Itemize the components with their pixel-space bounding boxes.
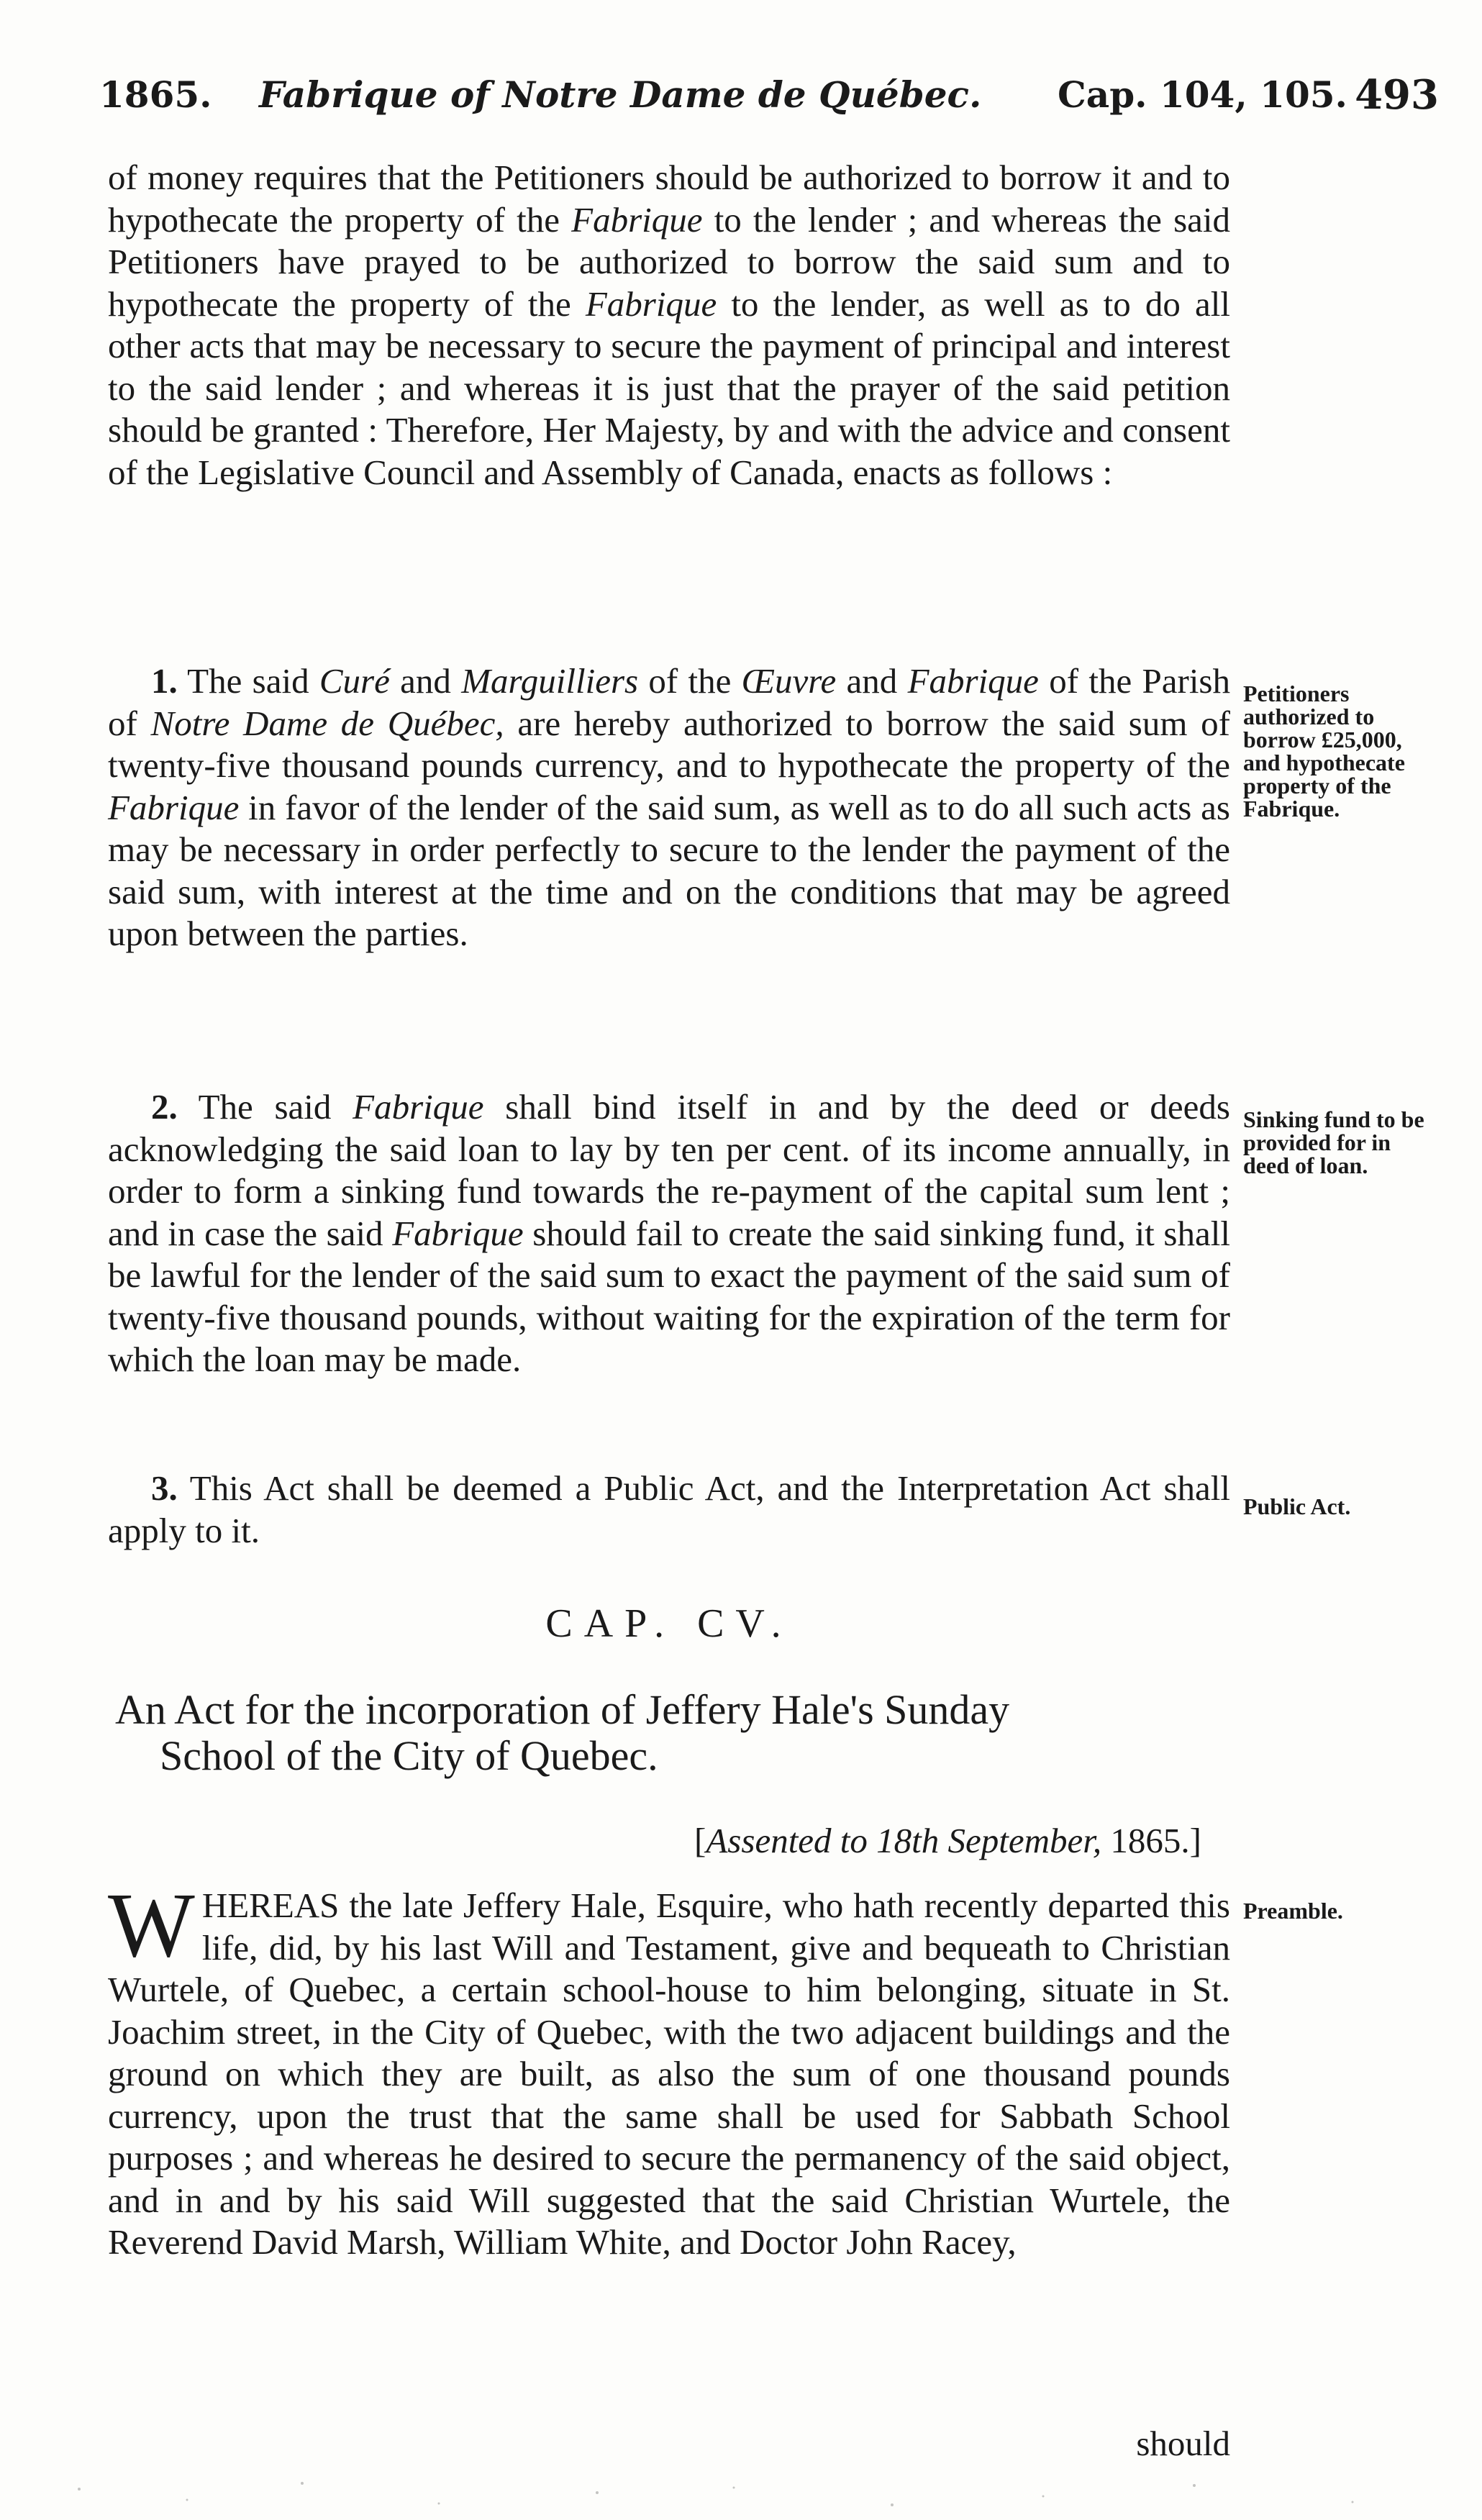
assent-open: [ [694,1821,706,1860]
s1-italic-4: Fabrique [907,661,1039,701]
s1-text-1: The said [177,661,319,701]
s1-text-4: and [836,661,908,701]
margin-note-borrow: Petitioners authorized to borrow £25,000, and hypothecate property of the Fabrique. [1243,681,1405,822]
margin-note-preamble: Preamble. [1243,1898,1343,1924]
chapter-heading: CAP. CV. [545,1601,793,1646]
section-1-number: 1. [151,661,178,701]
act-title [115,1687,1237,1779]
scan-noise [0,2467,1482,2520]
s1-text-3: of the [638,661,742,701]
drop-cap: W [108,1874,195,1976]
intro-text-2: to the lender ; and whereas the said Petitioners have prayed to be authorized to borrow the said sum and to hypothecate the property of the [108,199,1230,324]
s2-italic-2: Fabrique [392,1213,524,1253]
section-1 [108,660,1230,955]
header-title: Fabrique of Notre Dame de Québec. [259,73,982,116]
s1-italic-3: Œuvre [741,661,837,701]
s1-text-7: in favor of the lender of the said sum, as well as to do all such acts as may be necessary in order perfectly to secure to the lender the payment of the said sum, with interest at the time and on the conditions that may be agreed upon between the parties. [108,787,1230,953]
assent-date [108,1820,1201,1861]
s3-text-1: This Act shall be deemed a Public Act, and the Interpretation Act shall apply to it. [108,1468,1230,1550]
act-title-line-1: An Act for the incorporation of Jeffery Hale's Sunday [115,1686,1010,1733]
intro-italic-1: Fabrique [571,199,703,240]
section-3-number: 3. [151,1468,178,1508]
header-year: 1865. [99,73,212,116]
s1-text-2: and [389,661,462,701]
s1-italic-5: Notre Dame de Québec, [150,703,504,743]
preamble-paragraph [108,1874,1230,2264]
intro-paragraph [108,157,1230,493]
assent-italic: Assented to 18th September, [706,1821,1102,1860]
running-header [86,66,1439,124]
intro-text-3: to the lender, as well as to do all other acts that may be necessary to secure the payment of principal and interest to the said lender ; and whereas it is just that the prayer of the said petition should be granted : Therefore, Her Majesty, by and with the advice and consent of the Legislative Council and Assembly of Canada, enacts as follows : [108,283,1230,492]
section-2-number: 2. [151,1087,178,1127]
margin-note-sinking-fund: Sinking fund to be provided for in deed of loan. [1243,1106,1424,1178]
s1-text-5: of the Parish of [108,661,1231,743]
catchword: should [1136,2424,1230,2463]
s1-italic-1: Curé [319,661,390,701]
assent-close: 1865.] [1101,1821,1201,1860]
act-title-line-2: School of the City of Quebec. [160,1732,658,1779]
intro-text-1: of money requires that the Petitioners should be authorized to borrow it and to hypothecate the property of the [108,158,1230,240]
s1-italic-6: Fabrique [108,787,240,827]
section-3 [108,1468,1230,1552]
section-2 [108,1086,1230,1381]
margin-note-public-act: Public Act. [1243,1493,1351,1519]
s2-text-2: shall bind itself in and by the deed or deeds acknowledging the said loan to lay by ten per cent. of its income annually, in order to form a sinking fund towards the re-payment of the capital sum lent ; and in case the said [108,1087,1230,1253]
header-chapters: Cap. 104, 105. [1058,73,1347,116]
page-number: 493 [1355,71,1439,119]
s2-text-3: should fail to create the said sinking fund, it shall be lawful for the lender of the said sum to exact the payment of the said sum of twenty-five thousand pounds, without waiting for the expiration of the term for which the loan may be made. [108,1213,1230,1379]
s2-text-1: The said [177,1087,353,1127]
s1-italic-2: Marguilliers [461,661,639,701]
preamble-text: the late Jeffery Hale, Esquire, who hath recently departed this life, did, by his last Will and Testament, give and bequeath to Christian Wurtele, of Quebec, a certain school-house to him belonging, situate in St. Joachim street, in the City of Quebec, with the two adjacent buildings and the ground on which they are built, as also the sum of one thousand pounds currency, upon the trust that the same shall be used for Sabbath School purposes ; and whereas he desired to secure the permanency of the said object, and in and by his said Will suggested that the said Christian Wurtele, the Reverend David Marsh, William White, and Doctor John Racey, [108,1886,1230,2262]
s2-italic-1: Fabrique [353,1087,484,1127]
s1-text-6: are hereby authorized to borrow the said sum of twenty-five thousand pounds currency, and to hypothecate the property of the [108,703,1230,785]
intro-italic-2: Fabrique [585,283,717,324]
preamble-lead: HEREAS [201,1886,340,1925]
